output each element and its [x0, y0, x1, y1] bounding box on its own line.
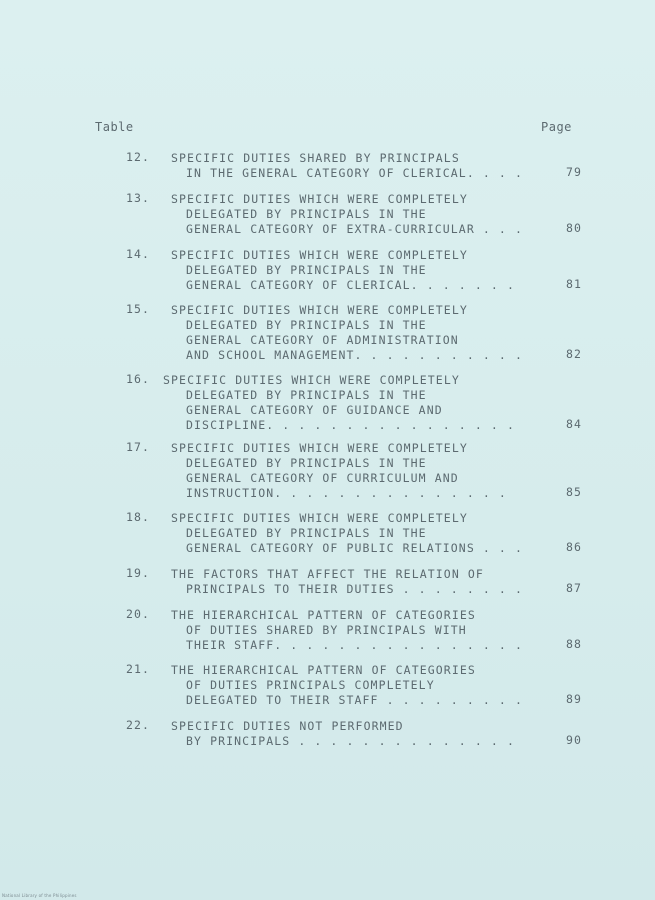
page-number: 79 — [565, 165, 582, 179]
entry-title-line: DELEGATED BY PRINCIPALS IN THE — [186, 207, 427, 221]
entry-title-line: SPECIFIC DUTIES NOT PERFORMED — [171, 719, 404, 733]
page-number: 89 — [565, 692, 582, 706]
table-number: 19. — [126, 566, 151, 580]
page-number: 84 — [565, 417, 582, 431]
entry-title-line: SPECIFIC DUTIES WHICH WERE COMPLETELY — [171, 192, 468, 206]
page-column-header: Page — [541, 120, 572, 134]
entry-title-line: SPECIFIC DUTIES WHICH WERE COMPLETELY — [171, 303, 468, 317]
entry-title-line: DELEGATED TO THEIR STAFF . . . . . . . . . — [186, 693, 523, 707]
library-watermark-footer: National Library of the Philippines — [2, 893, 77, 898]
table-number: 17. — [126, 440, 151, 454]
entry-title-line: THE HIERARCHICAL PATTERN OF CATEGORIES — [171, 608, 476, 622]
page-number: 80 — [565, 221, 582, 235]
page-number: 90 — [565, 733, 582, 747]
entry-title-line: THE FACTORS THAT AFFECT THE RELATION OF — [171, 567, 484, 581]
page-number: 86 — [565, 540, 582, 554]
entry-title-line: BY PRINCIPALS . . . . . . . . . . . . . . — [186, 734, 515, 748]
entry-title-line: GENERAL CATEGORY OF CLERICAL. . . . . . . — [186, 278, 515, 292]
entry-title-line: SPECIFIC DUTIES SHARED BY PRINCIPALS — [171, 151, 460, 165]
table-number: 22. — [126, 718, 151, 732]
page-number: 85 — [565, 485, 582, 499]
entry-title-line: DELEGATED BY PRINCIPALS IN THE — [186, 526, 427, 540]
page-number: 88 — [565, 637, 582, 651]
page-number: 87 — [565, 581, 582, 595]
entry-title-line: GENERAL CATEGORY OF GUIDANCE AND — [186, 403, 443, 417]
entry-title-line: INSTRUCTION. . . . . . . . . . . . . . . — [186, 486, 507, 500]
entry-title-line: AND SCHOOL MANAGEMENT. . . . . . . . . . . — [186, 348, 523, 362]
entry-title-line: SPECIFIC DUTIES WHICH WERE COMPLETELY — [171, 441, 468, 455]
entry-title-line: DELEGATED BY PRINCIPALS IN THE — [186, 456, 427, 470]
entry-title-line: DELEGATED BY PRINCIPALS IN THE — [186, 318, 427, 332]
page-number: 81 — [565, 277, 582, 291]
entry-title-line: OF DUTIES SHARED BY PRINCIPALS WITH — [186, 623, 467, 637]
entry-title-line: SPECIFIC DUTIES WHICH WERE COMPLETELY — [163, 373, 460, 387]
table-number: 21. — [126, 662, 151, 676]
table-column-header: Table — [95, 120, 134, 134]
entry-title-line: GENERAL CATEGORY OF CURRICULUM AND — [186, 471, 459, 485]
entry-title-line: GENERAL CATEGORY OF EXTRA-CURRICULAR . . . — [186, 222, 523, 236]
entry-title-line: GENERAL CATEGORY OF PUBLIC RELATIONS . . . — [186, 541, 523, 555]
entry-title-line: THE HIERARCHICAL PATTERN OF CATEGORIES — [171, 663, 476, 677]
entry-title-line: DISCIPLINE. . . . . . . . . . . . . . . . — [186, 418, 515, 432]
entry-title-line: DELEGATED BY PRINCIPALS IN THE — [186, 388, 427, 402]
table-number: 20. — [126, 607, 151, 621]
table-number: 14. — [126, 247, 151, 261]
entry-title-line: IN THE GENERAL CATEGORY OF CLERICAL. . . . — [186, 166, 523, 180]
table-number: 15. — [126, 302, 151, 316]
entry-title-line: GENERAL CATEGORY OF ADMINISTRATION — [186, 333, 459, 347]
table-number: 16. — [126, 372, 151, 386]
entry-title-line: SPECIFIC DUTIES WHICH WERE COMPLETELY — [171, 248, 468, 262]
entry-title-line: OF DUTIES PRINCIPALS COMPLETELY — [186, 678, 435, 692]
page-number: 82 — [565, 347, 582, 361]
table-number: 18. — [126, 510, 151, 524]
entry-title-line: DELEGATED BY PRINCIPALS IN THE — [186, 263, 427, 277]
entry-title-line: SPECIFIC DUTIES WHICH WERE COMPLETELY — [171, 511, 468, 525]
table-number: 13. — [126, 191, 151, 205]
entry-title-line: THEIR STAFF. . . . . . . . . . . . . . . . — [186, 638, 523, 652]
entry-title-line: PRINCIPALS TO THEIR DUTIES . . . . . . . . — [186, 582, 523, 596]
table-number: 12. — [126, 150, 151, 164]
